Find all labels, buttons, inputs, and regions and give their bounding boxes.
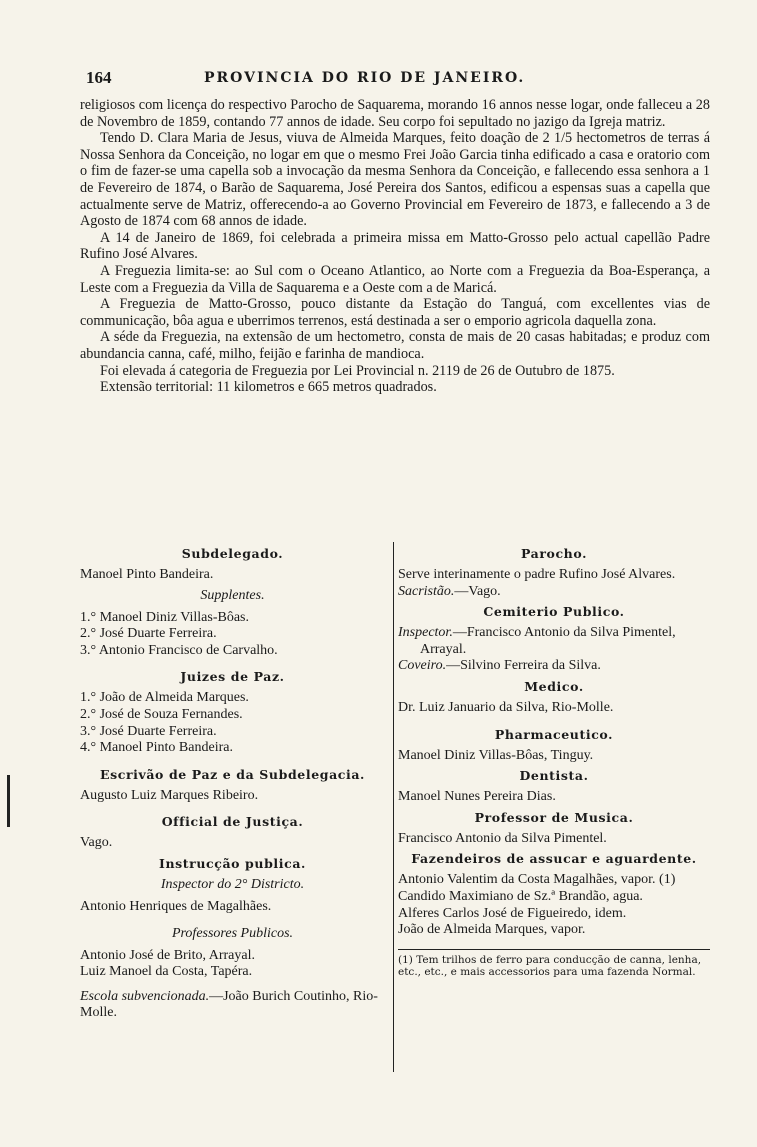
entry-value: —Francisco Antonio da Silva Pimentel, Arrayal. bbox=[420, 625, 676, 657]
section-heading: Subdelegado. bbox=[181, 546, 284, 561]
section-heading: Medico. bbox=[524, 678, 584, 694]
section-heading: Professor de Musica. bbox=[474, 809, 634, 825]
column-divider bbox=[393, 542, 394, 1072]
entry: 2.° José Duarte Ferreira. bbox=[80, 626, 217, 642]
paragraph: A Freguezia de Matto-Grosso, pouco distante da Estação do Tanguá, com excellentes vias de communicação, bôa agua e uberrimos terrenos, está destinada a ser o emporio agricola daquella zona. bbox=[80, 296, 710, 329]
entry bbox=[80, 989, 385, 1022]
entry-label: Escola subvencionada. bbox=[80, 988, 210, 1004]
entry: 1.° Manoel Diniz Villas-Bôas. bbox=[80, 609, 249, 625]
entry-label: Sacristão. bbox=[398, 583, 455, 599]
entry: Candido Maximiano de Sz.ª Brandão, agua. bbox=[398, 888, 643, 904]
section-heading: Escrivão de Paz e da Subdelegacia. bbox=[99, 766, 366, 782]
entry: Manoel Nunes Pereira Dias. bbox=[398, 789, 556, 805]
section-heading: Dentista. bbox=[519, 768, 589, 784]
officials-columns bbox=[80, 542, 710, 1082]
entry: Antonio Valentim da Costa Magalhães, vapor. (1) bbox=[398, 872, 676, 888]
paragraph: A Freguezia limita-se: ao Sul com o Oceano Atlantico, ao Norte com a Freguezia da Boa-Esperança, a Leste com a Freguezia da Villa de Saquarema e a Oeste com a de Maricá. bbox=[80, 262, 710, 296]
entry: Manoel Diniz Villas-Bôas, Tinguy. bbox=[398, 747, 594, 763]
entry: Manoel Pinto Bandeira. bbox=[80, 567, 214, 582]
paragraph: A séde da Freguezia, na extensão de um hectometro, consta de mais de 20 casas habitadas; e produz com abundancia canna, café, milho, feijão e farinha de mandioca. bbox=[80, 329, 710, 362]
entry: Antonio José de Brito, Arrayal. bbox=[80, 947, 255, 963]
section-heading: Juizes de Paz. bbox=[180, 669, 285, 685]
entry: 3.° José Duarte Ferreira. bbox=[80, 723, 217, 739]
left-column bbox=[80, 542, 385, 1022]
page-header bbox=[86, 68, 706, 92]
entry: 1.° João de Almeida Marques. bbox=[80, 690, 249, 706]
section-subheading: Professores Publicos. bbox=[171, 925, 294, 941]
paragraph: A 14 de Janeiro de 1869, foi celebrada a primeira missa em Matto-Grosso pelo actual capellão Padre Rufino José Alvares. bbox=[80, 229, 710, 263]
section-heading: Parocho. bbox=[520, 546, 588, 561]
entry bbox=[398, 625, 710, 658]
entry: Augusto Luiz Marques Ribeiro. bbox=[80, 787, 259, 803]
entry-value: —João Burich Coutinho, Rio-Molle. bbox=[80, 988, 378, 1021]
paragraph: Foi elevada á categoria de Freguezia por Lei Provincial n. 2119 de 26 de Outubro de 1875. bbox=[100, 362, 615, 379]
section-heading: Official de Justiça. bbox=[161, 814, 304, 830]
running-title: PROVINCIA DO RIO DE JANEIRO. bbox=[204, 70, 526, 86]
entry: 3.° Antonio Francisco de Carvalho. bbox=[80, 642, 278, 658]
scan-edge-mark bbox=[7, 775, 10, 827]
entry: 2.° José de Souza Fernandes. bbox=[80, 706, 243, 722]
entry: Serve interinamente o padre Rufino José Alvares. bbox=[398, 567, 676, 582]
page-number: 164 bbox=[86, 68, 112, 87]
entry: Luiz Manoel da Costa, Tapéra. bbox=[80, 964, 253, 980]
section-subheading: Inspector do 2° Districto. bbox=[160, 876, 305, 892]
footnote: (1) Tem trilhos de ferro para conducção de canna, lenha, etc., etc., e mais accessorios para uma fazenda Normal. bbox=[398, 949, 710, 978]
section-heading: Fazendeiros de assucar e aguardente. bbox=[411, 851, 697, 867]
paragraph: religiosos com licença do respectivo Parocho de Saquarema, morando 16 annos nesse logar, onde falleceu a 28 de Novembro de 1859, contando 77 annos de idade. Seu corpo foi sepultado no jazigo da Igreja matriz. bbox=[80, 97, 710, 130]
entry: Antonio Henriques de Magalhães. bbox=[80, 898, 272, 914]
entry: Dr. Luiz Januario da Silva, Rio-Molle. bbox=[398, 699, 614, 715]
paragraph: Extensão territorial: 11 kilometros e 665 metros quadrados. bbox=[100, 379, 437, 396]
entry: Vago. bbox=[80, 835, 113, 851]
paragraph: Tendo D. Clara Maria de Jesus, viuva de Almeida Marques, feito doação de 2 1/5 hectometros de terras á Nossa Senhora da Conceição, no logar em que o mesmo Frei João Garcia tinha edificado a casa e oratorio com o fim de fazer-se uma capella sob a invocação da mesma Senhora da Conceição, e fallecendo essa senhora a 1 de Fevereiro de 1874, o Barão de Saquarema, José Pereira dos Santos, edificou a espensas suas a capella que actualmente serve de Matriz, offerecendo-a ao Governo Provincial em Fevereiro de 1873, e fallecendo a 3 de Agosto de 1874 com 68 annos de idade. bbox=[80, 130, 710, 230]
right-column bbox=[398, 542, 710, 978]
main-text bbox=[80, 97, 710, 396]
entry: João de Almeida Marques, vapor. bbox=[398, 922, 586, 938]
section-subheading: Supplentes. bbox=[200, 587, 265, 603]
entry: Francisco Antonio da Silva Pimentel. bbox=[398, 830, 607, 846]
section-heading: Instrucção publica. bbox=[159, 855, 306, 871]
entry-label: Inspector. bbox=[398, 625, 453, 641]
entry-label: Coveiro. bbox=[398, 658, 447, 674]
entry-value: —Silvino Ferreira da Silva. bbox=[446, 658, 601, 674]
entry: Alferes Carlos José de Figueiredo, idem. bbox=[398, 905, 627, 921]
entry bbox=[398, 584, 710, 601]
entry-value: —Vago. bbox=[454, 583, 501, 599]
section-heading: Cemiterio Publico. bbox=[483, 604, 625, 620]
entry: 4.° Manoel Pinto Bandeira. bbox=[80, 740, 233, 756]
entry bbox=[398, 658, 710, 675]
section-heading: Pharmaceutico. bbox=[494, 726, 614, 742]
